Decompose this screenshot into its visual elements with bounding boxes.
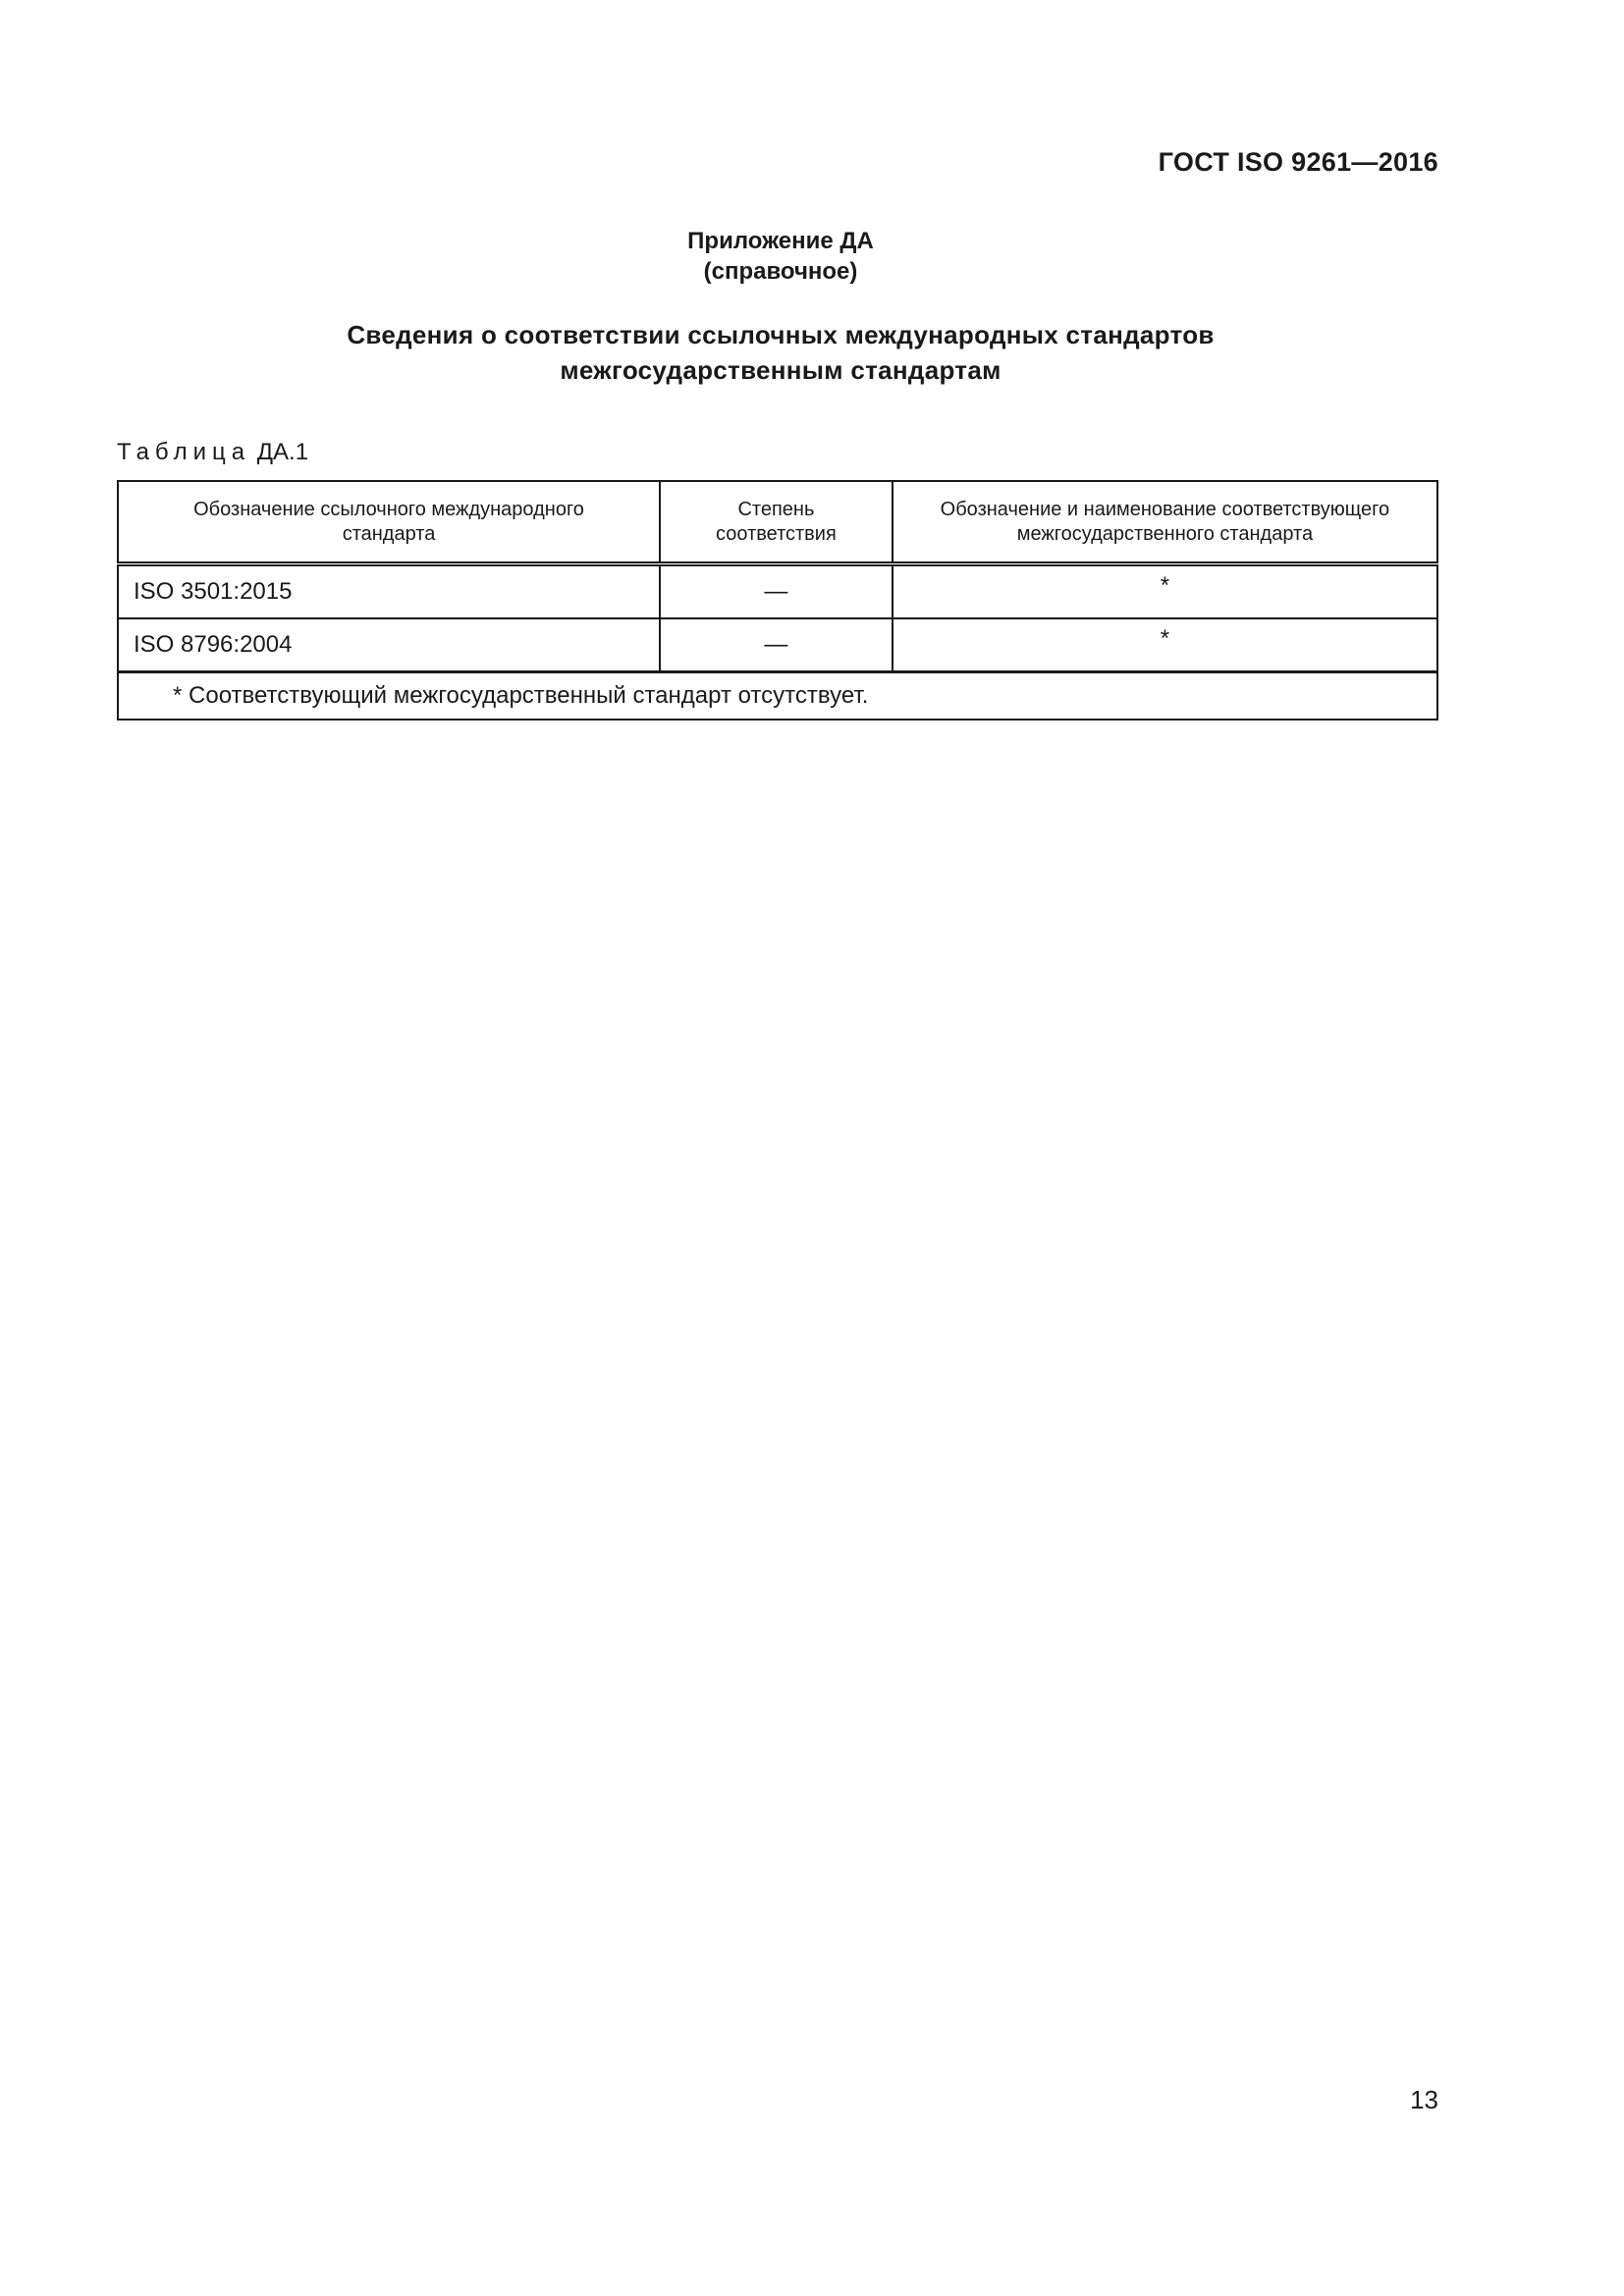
table-caption-number: ДА.1: [256, 439, 309, 465]
table-note: * Соответствующий межгосударственный стандарт отсутствует.: [118, 672, 1437, 721]
header-col1-line1: Обозначение ссылочного международного: [193, 498, 584, 520]
header-interstate-standard: [893, 481, 1437, 564]
cell-degree: —: [660, 618, 893, 672]
annex-heading: [0, 226, 1561, 287]
header-col3-line2: межгосударственного стандарта: [1016, 522, 1314, 545]
annex-status: (справочное): [703, 258, 858, 285]
table-row: [118, 564, 1437, 619]
table-caption-word: Таблица: [117, 439, 251, 465]
cell-degree: —: [660, 564, 893, 619]
table-caption: [117, 439, 308, 466]
annex-label: Приложение ДА: [687, 228, 874, 254]
table-row: [118, 618, 1437, 672]
cell-standard: ISO 3501:2015: [118, 564, 660, 619]
table-note-row: [118, 672, 1437, 721]
table-header-row: [118, 481, 1437, 564]
annex-title-line2: межгосударственным стандартам: [560, 355, 1001, 385]
header-international-standard: [118, 481, 660, 564]
document-code: ГОСТ ISO 9261—2016: [1158, 147, 1438, 177]
header-col1-line2: стандарта: [342, 522, 436, 545]
header-col2-line2: соответствия: [716, 522, 837, 545]
header-col3-line1: Обозначение и наименование соответствующего: [940, 498, 1390, 520]
annex-title: [0, 317, 1561, 388]
cell-national-standard: *: [893, 618, 1437, 672]
cell-national-standard: *: [893, 564, 1437, 619]
header-degree-of-conformity: [660, 481, 893, 564]
header-col2-line1: Степень: [737, 498, 815, 520]
annex-title-line1: Сведения о соответствии ссылочных международных стандартов: [347, 320, 1215, 349]
reference-standards-table: [117, 480, 1438, 721]
cell-standard: ISO 8796:2004: [118, 618, 660, 672]
page-number: 13: [1410, 2085, 1438, 2114]
